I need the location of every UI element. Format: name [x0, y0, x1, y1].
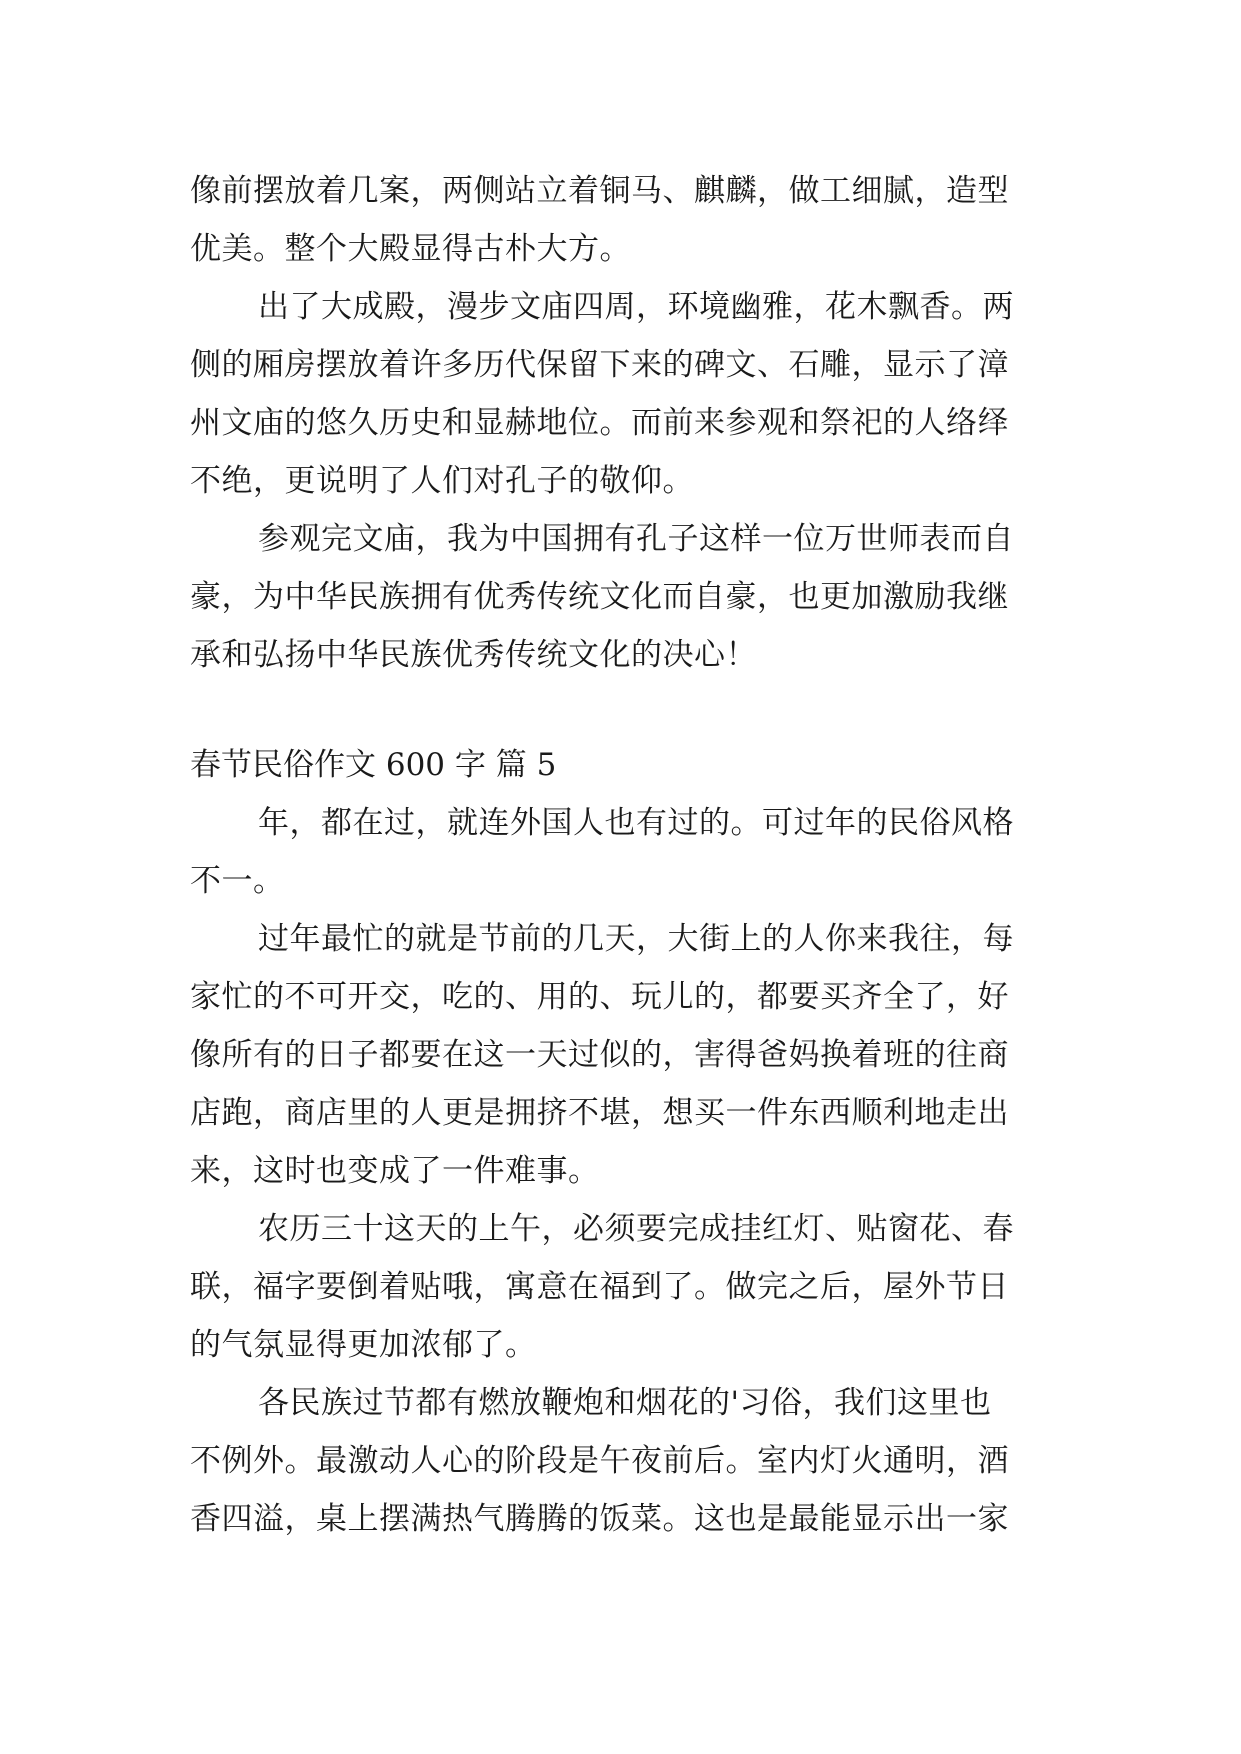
- text-line: 香四溢，桌上摆满热气腾腾的饭菜。这也是最能显示出一家: [190, 1501, 1009, 1537]
- text-line: 农历三十这天的上午，必须要完成挂红灯、贴窗花、春: [258, 1211, 1014, 1247]
- text-line: 各民族过节都有燃放鞭炮和烟花的'习俗，我们这里也: [258, 1385, 992, 1421]
- text-line: 承和弘扬中华民族优秀传统文化的决心！: [190, 637, 757, 673]
- paragraph-busy-days: [190, 910, 1060, 1200]
- text-line: 的气氛显得更加浓郁了。: [190, 1327, 537, 1363]
- text-line: 年，都在过，就连外国人也有过的。可过年的民俗风格: [258, 805, 1014, 841]
- text-line: 家忙的不可开交，吃的、用的、玩儿的，都要买齐全了，好: [190, 979, 1009, 1015]
- paragraph-temple-conclusion: [190, 510, 1060, 684]
- paragraph-temple-surroundings: [190, 278, 1060, 510]
- text-line: 豪，为中华民族拥有优秀传统文化而自豪，也更加激励我继: [190, 579, 1009, 615]
- text-line: 店跑，商店里的人更是拥挤不堪，想买一件东西顺利地走出: [190, 1095, 1009, 1131]
- paragraph-new-year-intro: [190, 794, 1060, 910]
- text-line: 不绝，更说明了人们对孔子的敬仰。: [190, 463, 694, 499]
- text-line: 侧的厢房摆放着许多历代保留下来的碑文、石雕，显示了漳: [190, 347, 1009, 383]
- text-line: 出了大成殿，漫步文庙四周，环境幽雅，花木飘香。两: [258, 289, 1014, 325]
- paragraph-firecrackers: [190, 1374, 1060, 1548]
- text-line: 参观完文庙，我为中国拥有孔子这样一位万世师表而自: [258, 521, 1014, 557]
- text-line: 过年最忙的就是节前的几天，大街上的人你来我往，每: [258, 921, 1014, 957]
- paragraph-temple-hall: [190, 162, 1060, 278]
- section-heading: 春节民俗作文 600 字 篇 5: [190, 747, 557, 783]
- document-page: [190, 162, 1060, 1548]
- text-line: 不一。: [190, 863, 285, 899]
- text-line: 联，福字要倒着贴哦，寓意在福到了。做完之后，屋外节日: [190, 1269, 1009, 1305]
- text-line: 不例外。最激动人心的阶段是午夜前后。室内灯火通明，酒: [190, 1443, 1009, 1479]
- text-line: 优美。整个大殿显得古朴大方。: [190, 231, 631, 267]
- text-line: 来，这时也变成了一件难事。: [190, 1153, 600, 1189]
- text-line: 像所有的日子都要在这一天过似的，害得爸妈换着班的往商: [190, 1037, 1009, 1073]
- paragraph-new-years-eve-morning: [190, 1200, 1060, 1374]
- text-line: 像前摆放着几案，两侧站立着铜马、麒麟，做工细腻，造型: [190, 173, 1009, 209]
- text-line: 州文庙的悠久历史和显赫地位。而前来参观和祭祀的人络绎: [190, 405, 1009, 441]
